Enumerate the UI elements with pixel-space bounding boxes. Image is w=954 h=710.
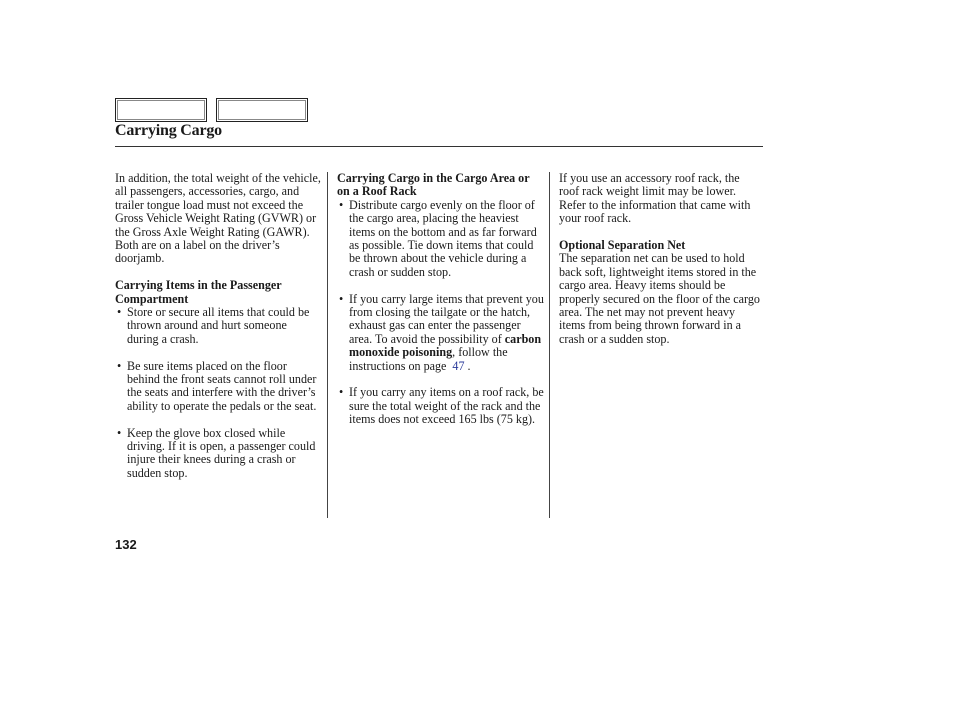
list-item: • Store or secure all items that could be thrown around and hurt someone during a crash. [117, 305, 310, 346]
weight-limits-paragraph: In addition, the total weight of the vehicle, all passengers, accessories, cargo, and trailer tongue load must not exceed the Gross Vehicle Weight Rating (GVWR) or the Gross Axle Weight Rating (GAWR). Both are on a label on the driver’s doorjamb. [115, 171, 321, 266]
column-3 [559, 172, 762, 346]
bullet-icon: • [117, 358, 122, 373]
page-reference-link[interactable]: 47 [452, 358, 465, 373]
separation-net-heading: Optional Separation Net [559, 238, 686, 253]
cargo-area-list [337, 199, 544, 427]
passenger-compartment-heading: Carrying Items in the Passenger Compartment [115, 278, 282, 306]
separation-net-paragraph: The separation net can be used to hold back soft, lightweight items stored in the cargo area. Heavy items should be properly secured on the floor of the cargo area. The net may not prevent heavy items from being thrown forward in a crash or a sudden stop. [559, 251, 760, 346]
title-divider [115, 146, 763, 147]
column-divider [327, 172, 328, 518]
roof-rack-paragraph: If you use an accessory roof rack, the roof rack weight limit may be lower. Refer to the information that came with your roof rack. [559, 171, 751, 226]
bullet-icon: • [339, 197, 344, 212]
column-2 [337, 172, 544, 427]
list-item: • Distribute cargo evenly on the floor of the cargo area, placing the heaviest items on the bottom and as far forward as possible. Tie down items that could be thrown about the vehicle during a crash or sudden stop. [339, 197, 537, 279]
bullet-icon: • [117, 305, 122, 320]
list-item: • If you carry any items on a roof rack, be sure the total weight of the rack and the items does not exceed 165 lbs (75 kg). [339, 385, 544, 427]
list-item: • Be sure items placed on the floor behind the front seats cannot roll under the seats and interfere with the driver’s ability to operate the pedals or the seat. [117, 358, 317, 413]
nav-box-next[interactable] [216, 98, 308, 122]
list-item: • If you carry large items that prevent you from closing the tailgate or the hatch, exhaust gas can enter the passenger area. To avoid the possibility of carbon monoxide poisoning, follow the instructions on page 47 . [339, 291, 544, 373]
page-number: 132 [115, 537, 137, 552]
column-divider [549, 172, 550, 518]
list-item: • Keep the glove box closed while driving. If it is open, a passenger could injure their knees during a crash or sudden stop. [117, 425, 316, 480]
nav-box-previous[interactable] [115, 98, 207, 122]
bullet-icon: • [339, 385, 344, 400]
passenger-compartment-list [115, 306, 321, 480]
section-title: Carrying Cargo [115, 122, 222, 139]
carbon-monoxide-term: carbon monoxide poisoning [349, 331, 542, 360]
bullet-icon: • [117, 425, 122, 440]
cargo-area-heading: Carrying Cargo in the Cargo Area or on a Roof Rack [337, 171, 530, 199]
column-1 [115, 172, 321, 480]
bullet-icon: • [339, 291, 344, 306]
